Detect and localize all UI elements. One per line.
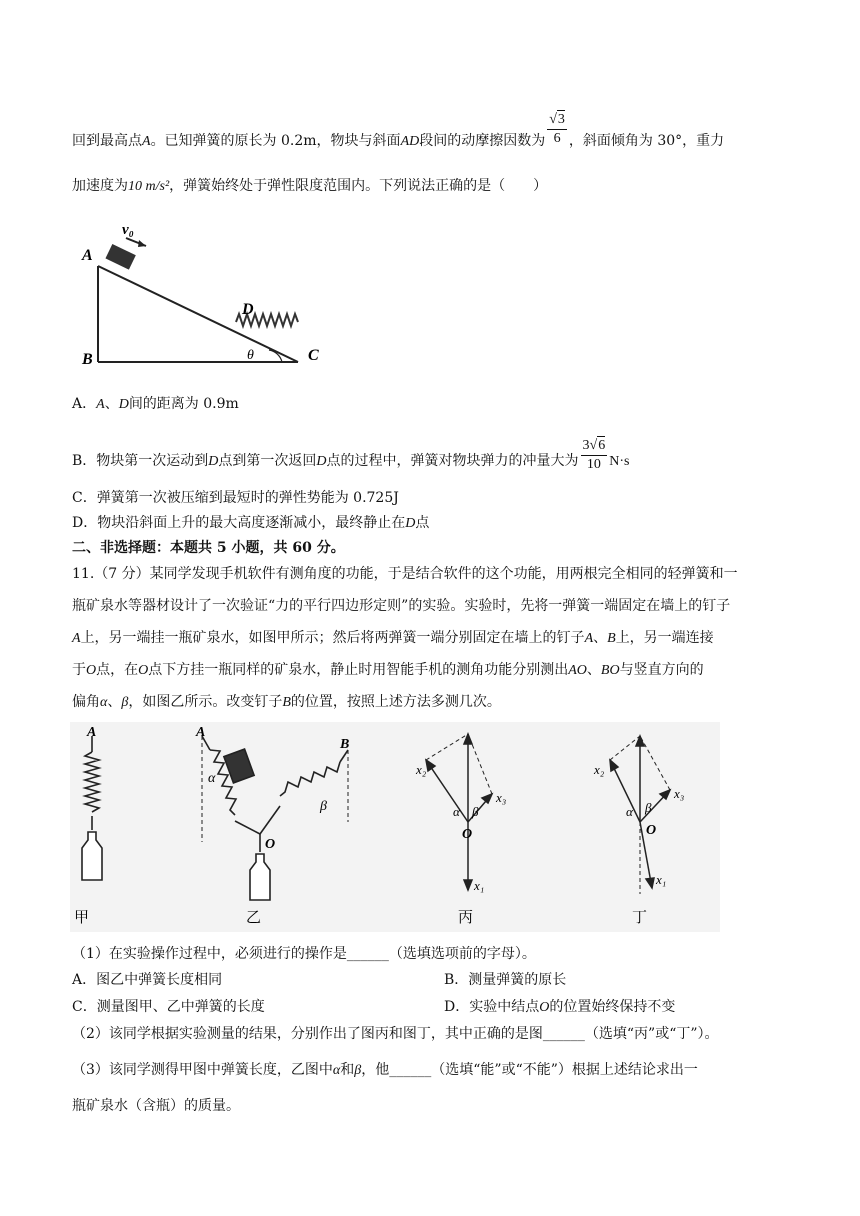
fig-bing-label-o: O	[462, 827, 473, 842]
option-a: A．图乙中弹簧长度相同	[72, 972, 223, 988]
option-b: B．测量弹簧的原长	[444, 972, 567, 988]
q11-line2: 瓶矿泉水等器材设计了一次验证“力的平行四边形定则”的实验。实验时，先将一弹簧一端固定在墙上的钉子	[72, 598, 731, 614]
q11-part1-options-row1	[72, 970, 800, 990]
label-a: A	[82, 247, 93, 264]
q11-part3-cont: 瓶矿泉水（含瓶）的质量。	[72, 1098, 240, 1114]
incline-figure	[76, 214, 336, 374]
friction-coefficient: $\frac{√3}{6}$	[549, 112, 565, 146]
label-d: D	[242, 301, 254, 318]
fig-yi-caption: 乙	[246, 908, 262, 926]
option-c: C．测量图甲、乙中弹簧的长度	[72, 999, 265, 1015]
q10-option-d: D．物块沿斜面上升的最大高度逐渐减小，最终静止在D点	[72, 515, 430, 531]
label-v0: v₀	[122, 222, 134, 238]
q10-line1	[72, 112, 800, 160]
fig-jia-caption: 甲	[74, 908, 90, 926]
q10-option-b: B．物块第一次运动到D点到第一次返回D点的过程中，弹簧对物块弹力的冲量大为 $\frac{3√6}{10}$ N·s	[72, 438, 630, 472]
fig-yi-alpha: α	[208, 771, 216, 786]
label-b: B	[82, 351, 93, 368]
section-heading: 二、非选择题：本题共 5 小题，共 60 分。	[72, 540, 345, 556]
fig-ding-caption: 丁	[632, 908, 648, 926]
q11-line1: 11.（7 分）某同学发现手机软件有测角度的功能，于是结合软件的这个功能，用两根完全相同的轻弹簧和一	[72, 566, 738, 582]
text: 段间的动摩擦因数为	[419, 133, 546, 149]
q11-part2: （2）该同学根据实验测量的结果，分别作出了图丙和图丁，其中正确的是图______（选填“丙”或“丁”）。	[72, 1026, 719, 1042]
q11-line4: 于O点，在O点下方挂一瓶同样的矿泉水，静止时用智能手机的测角功能分别测出AO、BO与竖直方向的	[72, 662, 704, 678]
q11-figures	[70, 722, 720, 932]
fig-bing-beta: β	[472, 804, 479, 819]
fig-yi-label-o: O	[265, 837, 276, 852]
fig-ding-x3: x₃	[674, 786, 685, 801]
text: 回到最高点	[72, 133, 142, 149]
label-theta: θ	[247, 348, 254, 363]
segment-ad: AD	[400, 134, 420, 149]
q11-part3: （3）该同学测得甲图中弹簧长度，乙图中α和β，他______（选填“能”或“不能”）根据上述结论求出一	[72, 1062, 698, 1078]
gravity-value: 10 m/s²	[128, 179, 170, 194]
q11-line3: A上，另一端挂一瓶矿泉水，如图甲所示；然后将两弹簧一端分别固定在墙上的钉子A、B上，另一端连接	[72, 630, 714, 646]
label-c: C	[308, 347, 319, 364]
fig-yi-label-a: A	[196, 725, 206, 740]
point-a: A	[142, 134, 151, 149]
text: ，弹簧始终处于弹性限度范围内。下列说法正确的是（ ）	[169, 178, 548, 194]
fig-ding-alpha: α	[626, 804, 633, 819]
fig-ding-label-o: O	[646, 823, 657, 838]
fig-ding-beta: β	[645, 800, 652, 815]
impulse-fraction: $\frac{3√6}{10}$	[582, 438, 606, 472]
fig-bing-alpha: α	[453, 804, 460, 819]
block	[105, 244, 135, 270]
q11-part1-options-row2	[72, 997, 800, 1017]
fig-bing-caption: 丙	[458, 908, 474, 926]
fig-bing-x2: x₂	[416, 762, 427, 777]
q10-line2	[72, 176, 800, 197]
text: 加速度为	[72, 178, 128, 194]
q10-option-a: A．A、D间的距离为 0.9m	[72, 396, 239, 412]
q10-option-c: C．弹簧第一次被压缩到最短时的弹性势能为 0.725J	[72, 490, 399, 506]
q11-line5: 偏角α、β，如图乙所示。改变钉子B的位置，按照上述方法多测几次。	[72, 694, 501, 710]
q11-part1: （1）在实验操作过程中，必须进行的操作是______（选填选项前的字母）。	[72, 946, 536, 962]
fig-bing-x3: x₃	[496, 790, 507, 805]
fig-yi-label-b: B	[340, 737, 350, 752]
option-d: D．实验中结点O的位置始终保持不变	[444, 999, 676, 1015]
fig-bing-x1: x₁	[474, 878, 485, 893]
fig-jia-label-a: A	[87, 725, 97, 740]
fig-yi-beta: β	[320, 799, 327, 814]
fig-ding-x2: x₂	[594, 762, 605, 777]
text: ，斜面倾角为 30°，重力	[568, 133, 725, 149]
text: 。已知弹簧的原长为 0.2m，物块与斜面	[150, 133, 401, 149]
fig-ding-x1: x₁	[656, 872, 667, 887]
